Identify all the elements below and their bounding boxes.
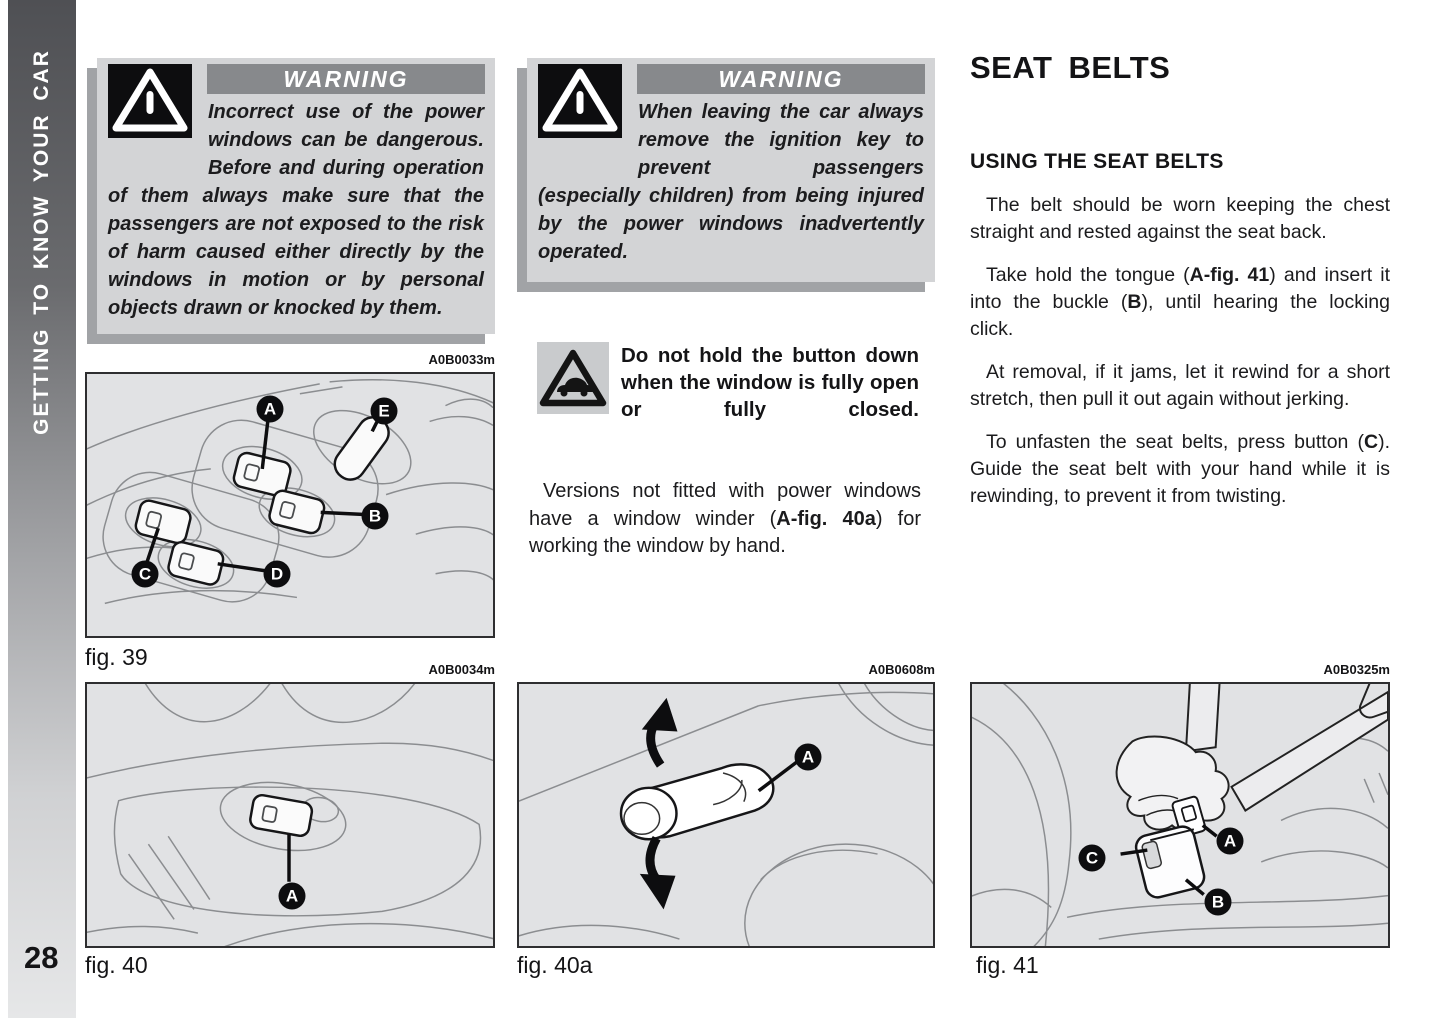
figref: B	[1127, 291, 1142, 313]
warning-body: Incorrect use of the power windows can be dangerous. Before and during operation of them always make sure that the passengers are not exposed to the risk of harm caused either directly by the windows in motion or by personal objects drawn or knocked by them.	[108, 101, 484, 319]
figure-40-panel	[85, 682, 495, 948]
callout-bubble: C	[132, 561, 159, 588]
warning-triangle-icon	[108, 64, 200, 158]
callout-bubble: A	[257, 396, 284, 423]
paragraph: At removal, if it jams, let it rewind for a short stretch, then pull it out again without jerking.	[970, 361, 1390, 410]
winder-note-part: ) for working the window by hand.	[529, 507, 921, 557]
callout-bubble: E	[371, 398, 398, 425]
figure-caption: fig. 40	[85, 952, 148, 978]
sidebar	[8, 0, 76, 1018]
fig41-line-art	[972, 684, 1388, 946]
winder-note-figref: A-fig. 40a	[776, 507, 876, 530]
figure-40a-panel	[517, 682, 935, 948]
callout-bubble: A	[279, 883, 306, 910]
fig39-line-art	[87, 374, 493, 636]
warning-box-ignition-key	[527, 58, 935, 282]
winder-note	[529, 478, 921, 561]
callout-bubble: A	[1217, 828, 1244, 855]
page-number: 28	[24, 940, 59, 975]
callout-bubble: C	[1079, 845, 1106, 872]
winder-note-part: Versions not fitted with power windows have a window winder (	[529, 480, 921, 530]
figure-code: A0B0608m	[868, 662, 935, 677]
figure-code: A0B0325m	[1323, 662, 1390, 677]
paragraph-part: ), until hearing the locking click.	[970, 291, 1390, 340]
figure-code: A0B0033m	[428, 352, 495, 367]
warning-box-power-windows	[97, 58, 495, 334]
paragraph-part: To unfasten the seat belts, press button (	[986, 431, 1364, 453]
section-title: SEAT BELTS	[970, 50, 1171, 85]
figref: A-fig. 41	[1189, 264, 1270, 286]
paragraph-part: ). Guide the seat belt with your hand while it is rewinding, to prevent it from twisting.	[970, 431, 1390, 507]
figure-caption: fig. 39	[85, 644, 148, 670]
figure-code: A0B0034m	[428, 662, 495, 677]
figure-caption: fig. 41	[976, 952, 1039, 978]
warning-triangle-icon	[538, 64, 630, 158]
subsection-title: USING THE SEAT BELTS	[970, 150, 1224, 173]
seat-belts-body	[970, 192, 1390, 526]
paragraph-part: ) and insert it into the buckle (	[970, 264, 1390, 313]
paragraph	[970, 262, 1390, 343]
fig40a-line-art	[519, 684, 933, 946]
warning-header: WARNING	[637, 64, 925, 94]
do-not-hold-notice	[537, 342, 919, 423]
callout-bubble: D	[264, 561, 291, 588]
warning-body: When leaving the car always remove the ignition key to prevent passengers (especially children) from being injured by the power windows inadvertently operated.	[538, 101, 924, 263]
figure-41-panel	[970, 682, 1390, 948]
callout-bubble: A	[795, 744, 822, 771]
sidebar-section-label: GETTING TO KNOW YOUR CAR	[30, 49, 53, 435]
figref: C	[1363, 431, 1379, 453]
notice-text: Do not hold the button down when the window is fully open or fully closed.	[621, 344, 919, 421]
paragraph-part: Take hold the tongue (	[986, 264, 1190, 286]
callout-bubble: B	[1205, 889, 1232, 916]
callout-bubble: B	[362, 503, 389, 530]
paragraph: The belt should be worn keeping the chest straight and rested against the seat back.	[970, 194, 1390, 243]
paragraph	[970, 429, 1390, 510]
figure-caption: fig. 40a	[517, 952, 593, 978]
figure-39-panel	[85, 372, 495, 638]
car-hazard-icon	[537, 342, 609, 414]
warning-header: WARNING	[207, 64, 485, 94]
